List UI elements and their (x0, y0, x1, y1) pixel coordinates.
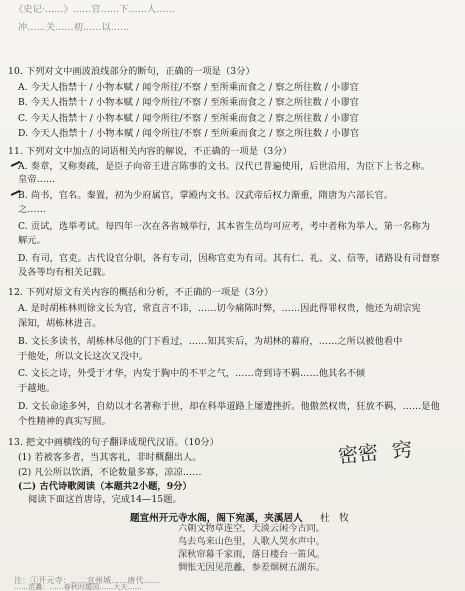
q10-stem: 10. 下列对文中画波浪线部分的断句，正确的一项是（3分） (8, 66, 255, 77)
q10-option-d: D. 今天人指禁十 / 小物本赋 / 闻令所往/不察 / 至所乘而食之 / 察之所往数 / 小谬官 (18, 128, 360, 139)
q11-option-d: D. 有司，官吏。古代设官分职，各有专司，因称官吏为有司。其有仁、礼、义、信等，诸路设有司督察 (18, 253, 440, 264)
q12-stem: 12. 下列对原文有关内容的概括和分析，不正确的一项是（3分） (8, 287, 274, 298)
q13-stem: 13. 把文中画横线的句子翻译成现代汉语。（10分） (8, 437, 219, 448)
q12-option-a-cont: 深知，胡栋林进言。 (18, 318, 102, 329)
handwritten-scribble-2: 窍 (390, 437, 414, 463)
q12-option-b-cont: 于他处，所以文长这次又没中。 (18, 351, 149, 362)
handwritten-scribble-1: 密密 (337, 439, 380, 469)
header-line-1: 《史记·……》……官……下……人…… (14, 4, 175, 15)
section-2-title: (二) 古代诗歌阅读（本题共2小题，9分） (18, 481, 192, 492)
note-line-2: ……范蠡：……春秋时越国……大夫…… (14, 583, 142, 591)
poem-title-text: 题宣州开元寺水阁，阁下宛溪，夹溪居人 (130, 513, 303, 524)
q10-option-b: B. 今天人指禁十 / 小物本赋 / 闻令所往/不察 / 至所乘而食之 / 察之所往数 / 小谬官 (18, 97, 359, 108)
q11-option-a: A. 奏章，又称奏疏，是臣子向帝王进言陈事的文书。汉代已普遍使用，后世沿用，为臣下上书之称。 (18, 161, 431, 172)
q11-stem: 11. 下列对文中加点的词语相关内容的解说，不正确的一项是（3分） (8, 146, 292, 157)
q12-option-d: D. 文长命途多舛，自幼以才名著称于世，却在科举道路上屡遭挫折。他傲然权贵，狂放不羁，……是他 (18, 401, 440, 412)
q11-option-d-cont: 及各等均有相关记载。 (18, 267, 111, 278)
poem-line-3: 深秋帘幕千家雨，落日楼台一笛风。 (178, 549, 325, 560)
q11-option-b: B. 尚书，官名。秦置，初为少府属官，掌殿内文书。汉武帝后权力渐重，隋唐为六部长官。 (18, 190, 394, 201)
q11-option-c: C. 贡试，选举考试。每四年一次在各省城举行，其本省生员均可应考，考中者称为举人，第一名称为 (18, 221, 431, 232)
note-line-1: 注：①开元寺：……宣州城……唐代…… (14, 576, 160, 585)
header-line-2: 冲……关……初……以…… (18, 22, 130, 33)
q13-sentence-2: (2) 凡公所以饮酒，不论数量多寡，凉凉…… (18, 467, 202, 478)
q12-option-d-cont: 个性精神的真实写照。 (18, 416, 111, 427)
q10-option-a: A. 今天人指禁十 / 小物本赋 / 闻令所往/不察 / 至所乘而食之 / 察之所往数 / 小谬官 (18, 82, 359, 93)
q12-option-b: B. 文长多读书，胡栋林尽他的门下看过，……知其实后，为胡林的幕府，……之所以被他看中 (18, 336, 403, 347)
q11-option-b-cont: 之…… (18, 204, 46, 215)
q10-option-c: C. 今天人指禁十 / 小物本赋 / 闻令所往/不察 / 至所乘而食之 / 察之所往数 / 小谬官 (18, 113, 359, 124)
q11-option-a-cont: 皇帝…… (18, 174, 56, 185)
q11-option-c-cont: 解元。 (18, 235, 46, 246)
q12-option-a: A. 是时胡栋林则徐文长为官，常直言不讳，……切今痛陈时弊，……因此得罪权贵，他还为胡宗宪 (18, 303, 421, 314)
poem-author: 杜 牧 (320, 513, 349, 524)
poem-line-4: 惆怅无因见范蠡，参差烟树五湖东。 (178, 562, 325, 573)
section-2-intro: 阅读下面这首唐诗，完成14—15题。 (28, 494, 182, 505)
poem-line-2: 鸟去鸟来山色里，人歌人哭水声中。 (178, 536, 325, 547)
poem-title (130, 510, 349, 524)
q12-option-c: C. 文长之诗，外受于才华，内发于胸中的不平之气，……奇到诗不羁……他其名不倾 (18, 368, 366, 379)
q13-sentence-1: (1) 若被客多者，当其客礼，非时概翻出人。 (18, 452, 202, 463)
q12-option-c-cont: 于越地。 (18, 383, 56, 394)
poem-line-1: 六朝文物草连空，天淡云闲今古同。 (178, 523, 325, 534)
